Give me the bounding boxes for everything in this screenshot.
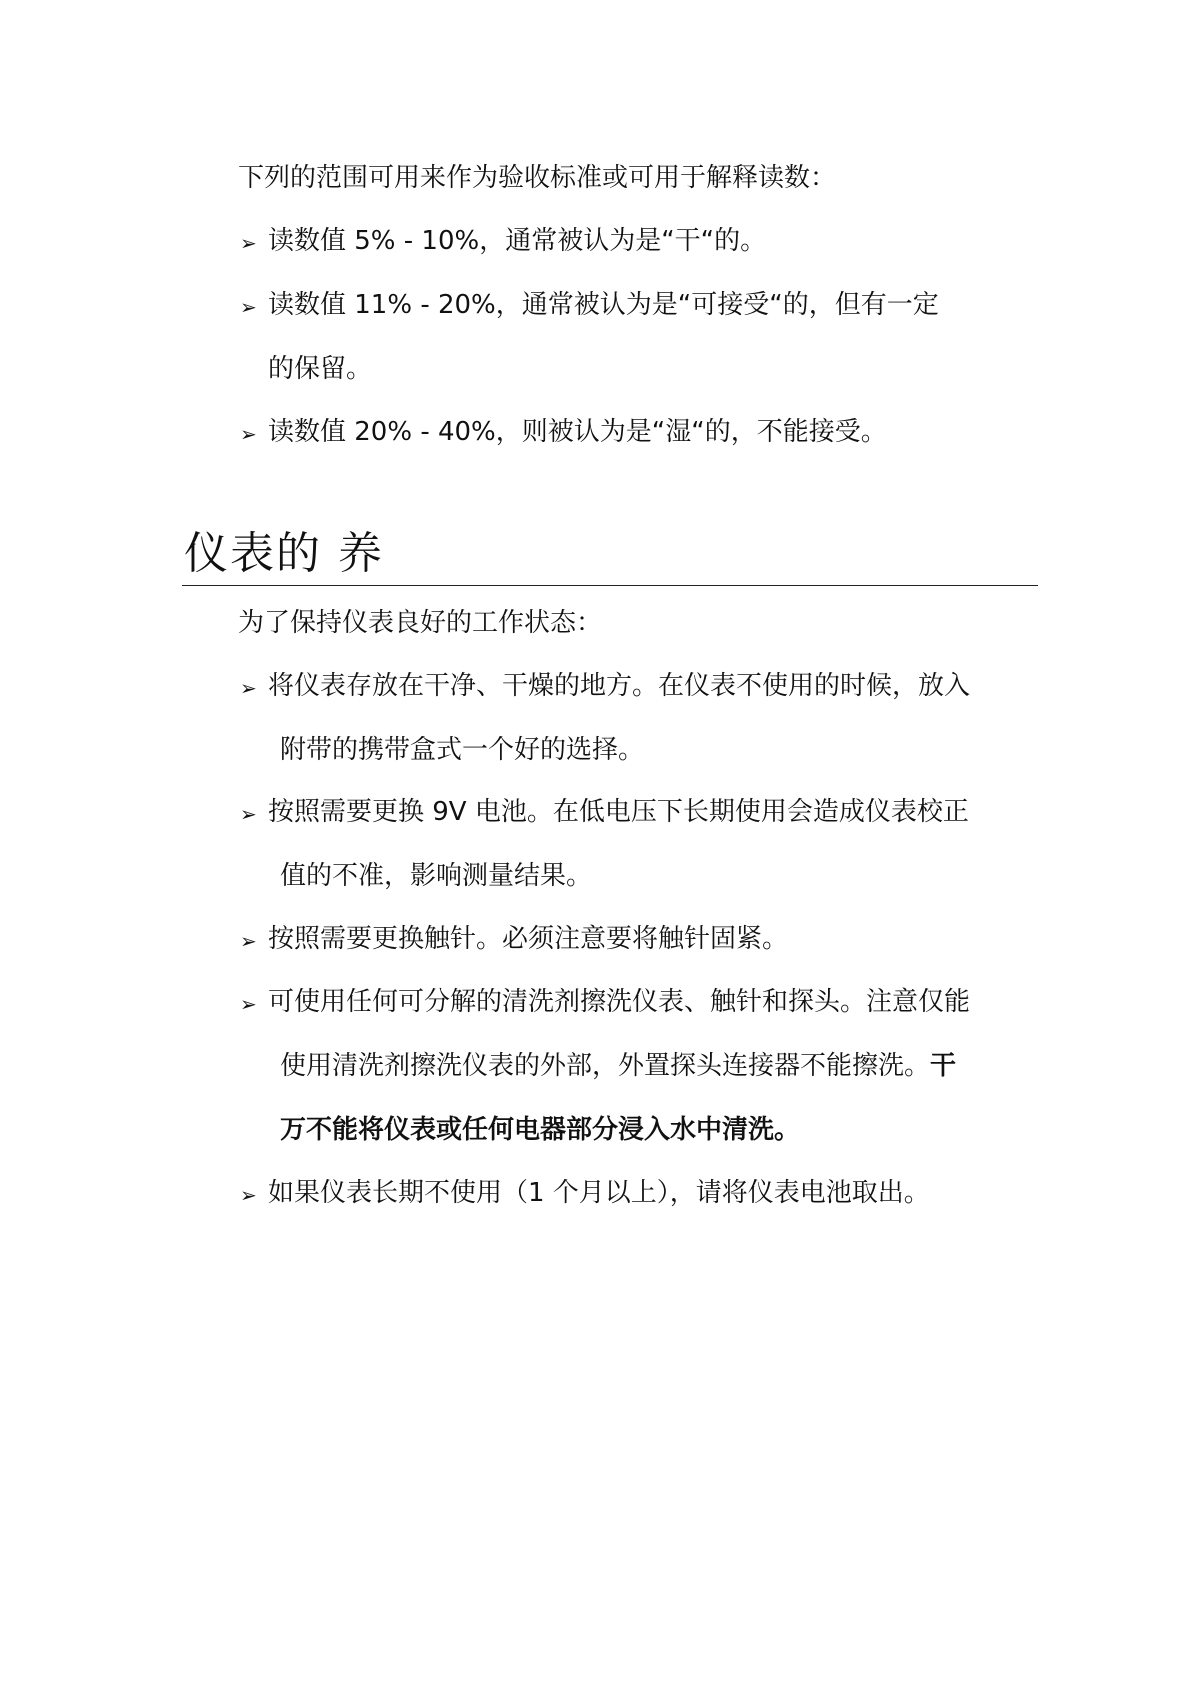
reading-range-acceptable-cont: 的保留。 (268, 354, 373, 384)
storage-instruction: 将仪表存放在干净、干燥的地方。在仪表不使用的时候，放入 (268, 671, 971, 701)
reading-range-dry: 读数值 5% - 10%，通常被认为是“干“的。 (268, 226, 767, 256)
cleaning-warning-start: 干 (930, 1051, 957, 1081)
bullet-arrow-icon: ➢ (240, 992, 257, 1016)
bullet-arrow-icon: ➢ (240, 802, 257, 826)
reading-range-acceptable: 读数值 11% - 20%，通常被认为是“可接受“的，但有一定 (268, 290, 939, 320)
reading-range-wet: 读数值 20% - 40%，则被认为是“湿“的，不能接受。 (268, 417, 887, 447)
bullet-arrow-icon: ➢ (240, 1183, 257, 1207)
bullet-arrow-icon: ➢ (240, 231, 257, 255)
pin-instruction: 按照需要更换触针。必须注意要将触针固紧。 (268, 924, 789, 954)
battery-instruction: 按照需要更换 9V 电池。在低电压下长期使用会造成仪表校正 (268, 797, 969, 827)
section-heading-maintenance: 仪表的 养 (184, 528, 384, 579)
cleaning-instruction-cont (280, 1049, 956, 1083)
bullet-arrow-icon: ➢ (240, 676, 257, 700)
cleaning-instruction: 可使用任何可分解的清洗剂擦洗仪表、触针和探头。注意仅能 (268, 987, 971, 1017)
section2-intro: 为了保持仪表良好的工作状态： (238, 608, 603, 638)
bullet-arrow-icon: ➢ (240, 422, 257, 446)
bullet-arrow-icon: ➢ (240, 929, 257, 953)
bullet-arrow-icon: ➢ (240, 295, 257, 319)
battery-instruction-cont: 值的不准，影响测量结果。 (280, 861, 593, 891)
heading-divider (182, 585, 1038, 586)
battery-removal-instruction: 如果仪表长期不使用（1 个月以上），请将仪表电池取出。 (268, 1178, 930, 1208)
cleaning-text: 使用清洗剂擦洗仪表的外部，外置探头连接器不能擦洗。 (280, 1051, 931, 1081)
storage-instruction-cont: 附带的携带盒式一个好的选择。 (280, 735, 645, 765)
section1-intro: 下列的范围可用来作为验收标准或可用于解释读数： (238, 163, 837, 193)
cleaning-warning: 万不能将仪表或任何电器部分浸入水中清洗。 (280, 1115, 801, 1145)
